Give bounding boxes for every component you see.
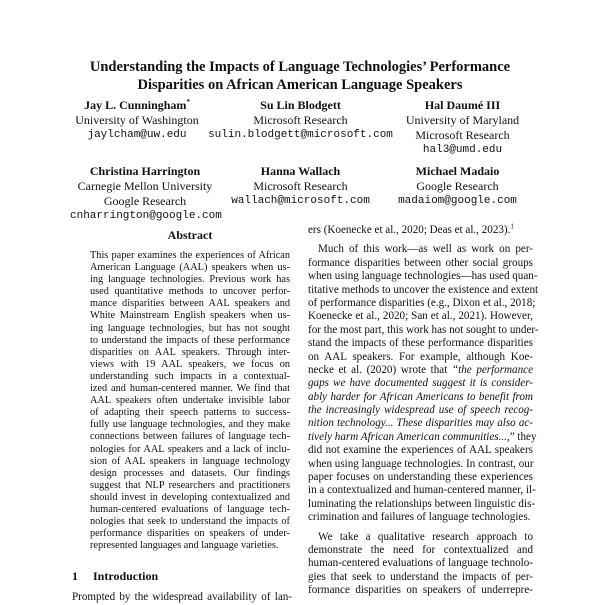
author-email[interactable]: wallach@microsoft.com [231,195,370,207]
text-line: mance disparities between AAL speakers and [90,298,290,310]
paper-title-line-1: Understanding the Impacts of Language Technologies’ Performance [89,59,511,75]
author-name: Michael Madaio [415,164,500,178]
text-line: formance disparities between other social groups [308,256,533,269]
text-line [308,364,533,377]
text-line: the increasingly widespread use of speech recog- [308,404,533,417]
text-line: connections between failures of language tech- [90,431,290,443]
text-line: fully use language technologies, and they make [90,419,290,431]
paper-title-line-2: Disparities on African American Language Speakers [137,77,463,93]
text-line: on AAL speakers. For example, although Koe- [308,350,533,363]
text-line: sion of AAL speakers in language technology [90,455,290,467]
text-line: suggest that NLP researchers and practitioners [90,479,290,491]
text-line: nologies for AAL speakers and a lack of inclu- [90,443,290,455]
author-affiliation-2: Microsoft Research [415,128,510,142]
paper-title [60,58,540,94]
author-email[interactable]: cnharrington@google.com [70,210,222,222]
text-line: gies that seek to understand the impacts of per- [308,570,533,583]
intro-first-line [72,591,292,605]
author-name: Su Lin Blodgett [260,98,341,112]
text-line: ably harder for African Americans to benefit from [308,390,533,403]
author-footnote-mark: * [186,98,190,106]
author-affiliation-2: Google Research [103,194,187,208]
author-affiliation: Google Research [416,179,499,193]
text-line: to understand the impacts of these performance [90,334,290,346]
text-line-content: ” they [509,430,537,443]
author-affiliation: Microsoft Research [253,179,348,193]
text-line: paper focuses on understanding these experiences [308,471,533,484]
section-number: 1 [72,569,78,583]
right-column-body [308,222,539,598]
text-line: of adapting their speech patterns to success- [90,407,290,419]
paragraph-1 [308,243,539,524]
quote-text: “the performance [451,363,534,376]
text-line: for the most part, this work has not sought to under- [308,323,539,336]
author-name: Christina Harrington [89,164,201,178]
text-line: human-centered evaluations of language technolo- [308,557,533,570]
text-line: represented languages and language varieties. [90,540,279,552]
text-line [308,224,533,237]
section-heading [72,569,158,584]
text-line: Koenecke et al., 2020; San et al., 2021). However, [308,310,533,323]
text-line: views with 19 AAL speakers, we focus on [90,358,290,370]
text-line: stand the impacts of these performance disparities [308,337,533,350]
text-line: of performance disparities (e.g., Dixon et al., 2018; [308,296,536,309]
text-line: ing language technologies, but has not sought [90,322,290,334]
text-line [308,430,537,444]
author-affiliation: University of Washington [75,113,199,127]
author-email[interactable]: jaylcham@uw.edu [87,129,187,141]
author-block-6 [385,164,530,209]
paragraph-2 [308,531,533,598]
text-line: understanding such impacts in a contextual- [90,370,290,382]
author-block-1 [72,98,202,143]
author-block-2 [208,98,393,143]
text-line: We take a qualitative research approach to [318,530,533,543]
text-line: gaps we have documented suggest it is consider- [308,377,533,390]
text-line: demonstrate the need for contextualized and [308,543,533,556]
text-line: AAL speakers often undertake invisible labor [90,395,290,407]
text-line: did not examine the experiences of AAL speakers [308,444,533,457]
abstract-heading: Abstract [167,228,213,242]
text-line-content: ers (Koenecke et al., 2020; Deas et al., 2023). [308,224,511,236]
text-line: design processes and datasets. Our findings [90,467,290,479]
author-name: Jay L. Cunningham [84,98,187,112]
footnote-mark: 1 [510,222,514,231]
text-line: performance disparities on speakers of under- [90,528,290,540]
text-line: ing language technologies. Previous work has [90,274,290,286]
quote-text: tively harm African American communities..., [308,430,510,443]
author-email[interactable]: sulin.blodgett@microsoft.com [208,129,393,141]
text-line: formance disparities on speakers of underrepre- [308,584,533,597]
section-title: Introduction [93,569,159,583]
text-line: This paper examines the experiences of African [90,250,290,261]
author-block-3 [395,98,530,158]
text-line: disparities on AAL speakers. Through inter- [90,346,290,358]
text-line: in a contextualized and human-centered manner, il- [308,484,536,497]
author-block-5 [228,164,373,209]
author-affiliation: University of Maryland [405,113,520,127]
text-line: American Language (AAL) speakers when us- [90,262,290,274]
text-line: used quantitative methods to uncover perfor- [90,286,290,298]
text-line: Much of this work—as well as work on per- [318,243,533,256]
text-line: ized and human-centered manner. We find that [90,383,290,395]
author-affiliation: Microsoft Research [253,113,348,127]
text-line: titative methods to uncover the existence and extent [308,283,539,296]
text-line: White Mainstream English speakers when us- [90,310,290,322]
text-line: human-centered evaluations of language tech- [90,503,290,515]
author-email[interactable]: hal3@umd.edu [422,144,503,156]
author-name: Hal Daumé III [424,98,501,112]
abstract-body [90,250,290,552]
text-line: crimination and failures of language technologies. [308,511,531,524]
text-line: nition technology... These disparities may also ac- [308,417,533,430]
author-name: Hanna Wallach [260,164,341,178]
author-affiliation: Carnegie Mellon University [77,179,213,193]
text-line: when using language technologies—has used quan- [308,270,538,283]
author-block-4 [70,164,220,224]
author-email[interactable]: madaiom@google.com [398,195,517,207]
text-line: when using language technologies. In contrast, our [308,457,534,470]
text-line: nologies that seek to understand the impacts of [90,516,290,528]
text-line-content: necke et al. (2020) wrote that [308,363,452,376]
text-line: should invest in developing contextualized and [90,491,290,503]
text-line: luminating the relationships between linguistic dis- [308,497,536,510]
text-line: Prompted by the widespread availability of lan- [72,591,292,603]
